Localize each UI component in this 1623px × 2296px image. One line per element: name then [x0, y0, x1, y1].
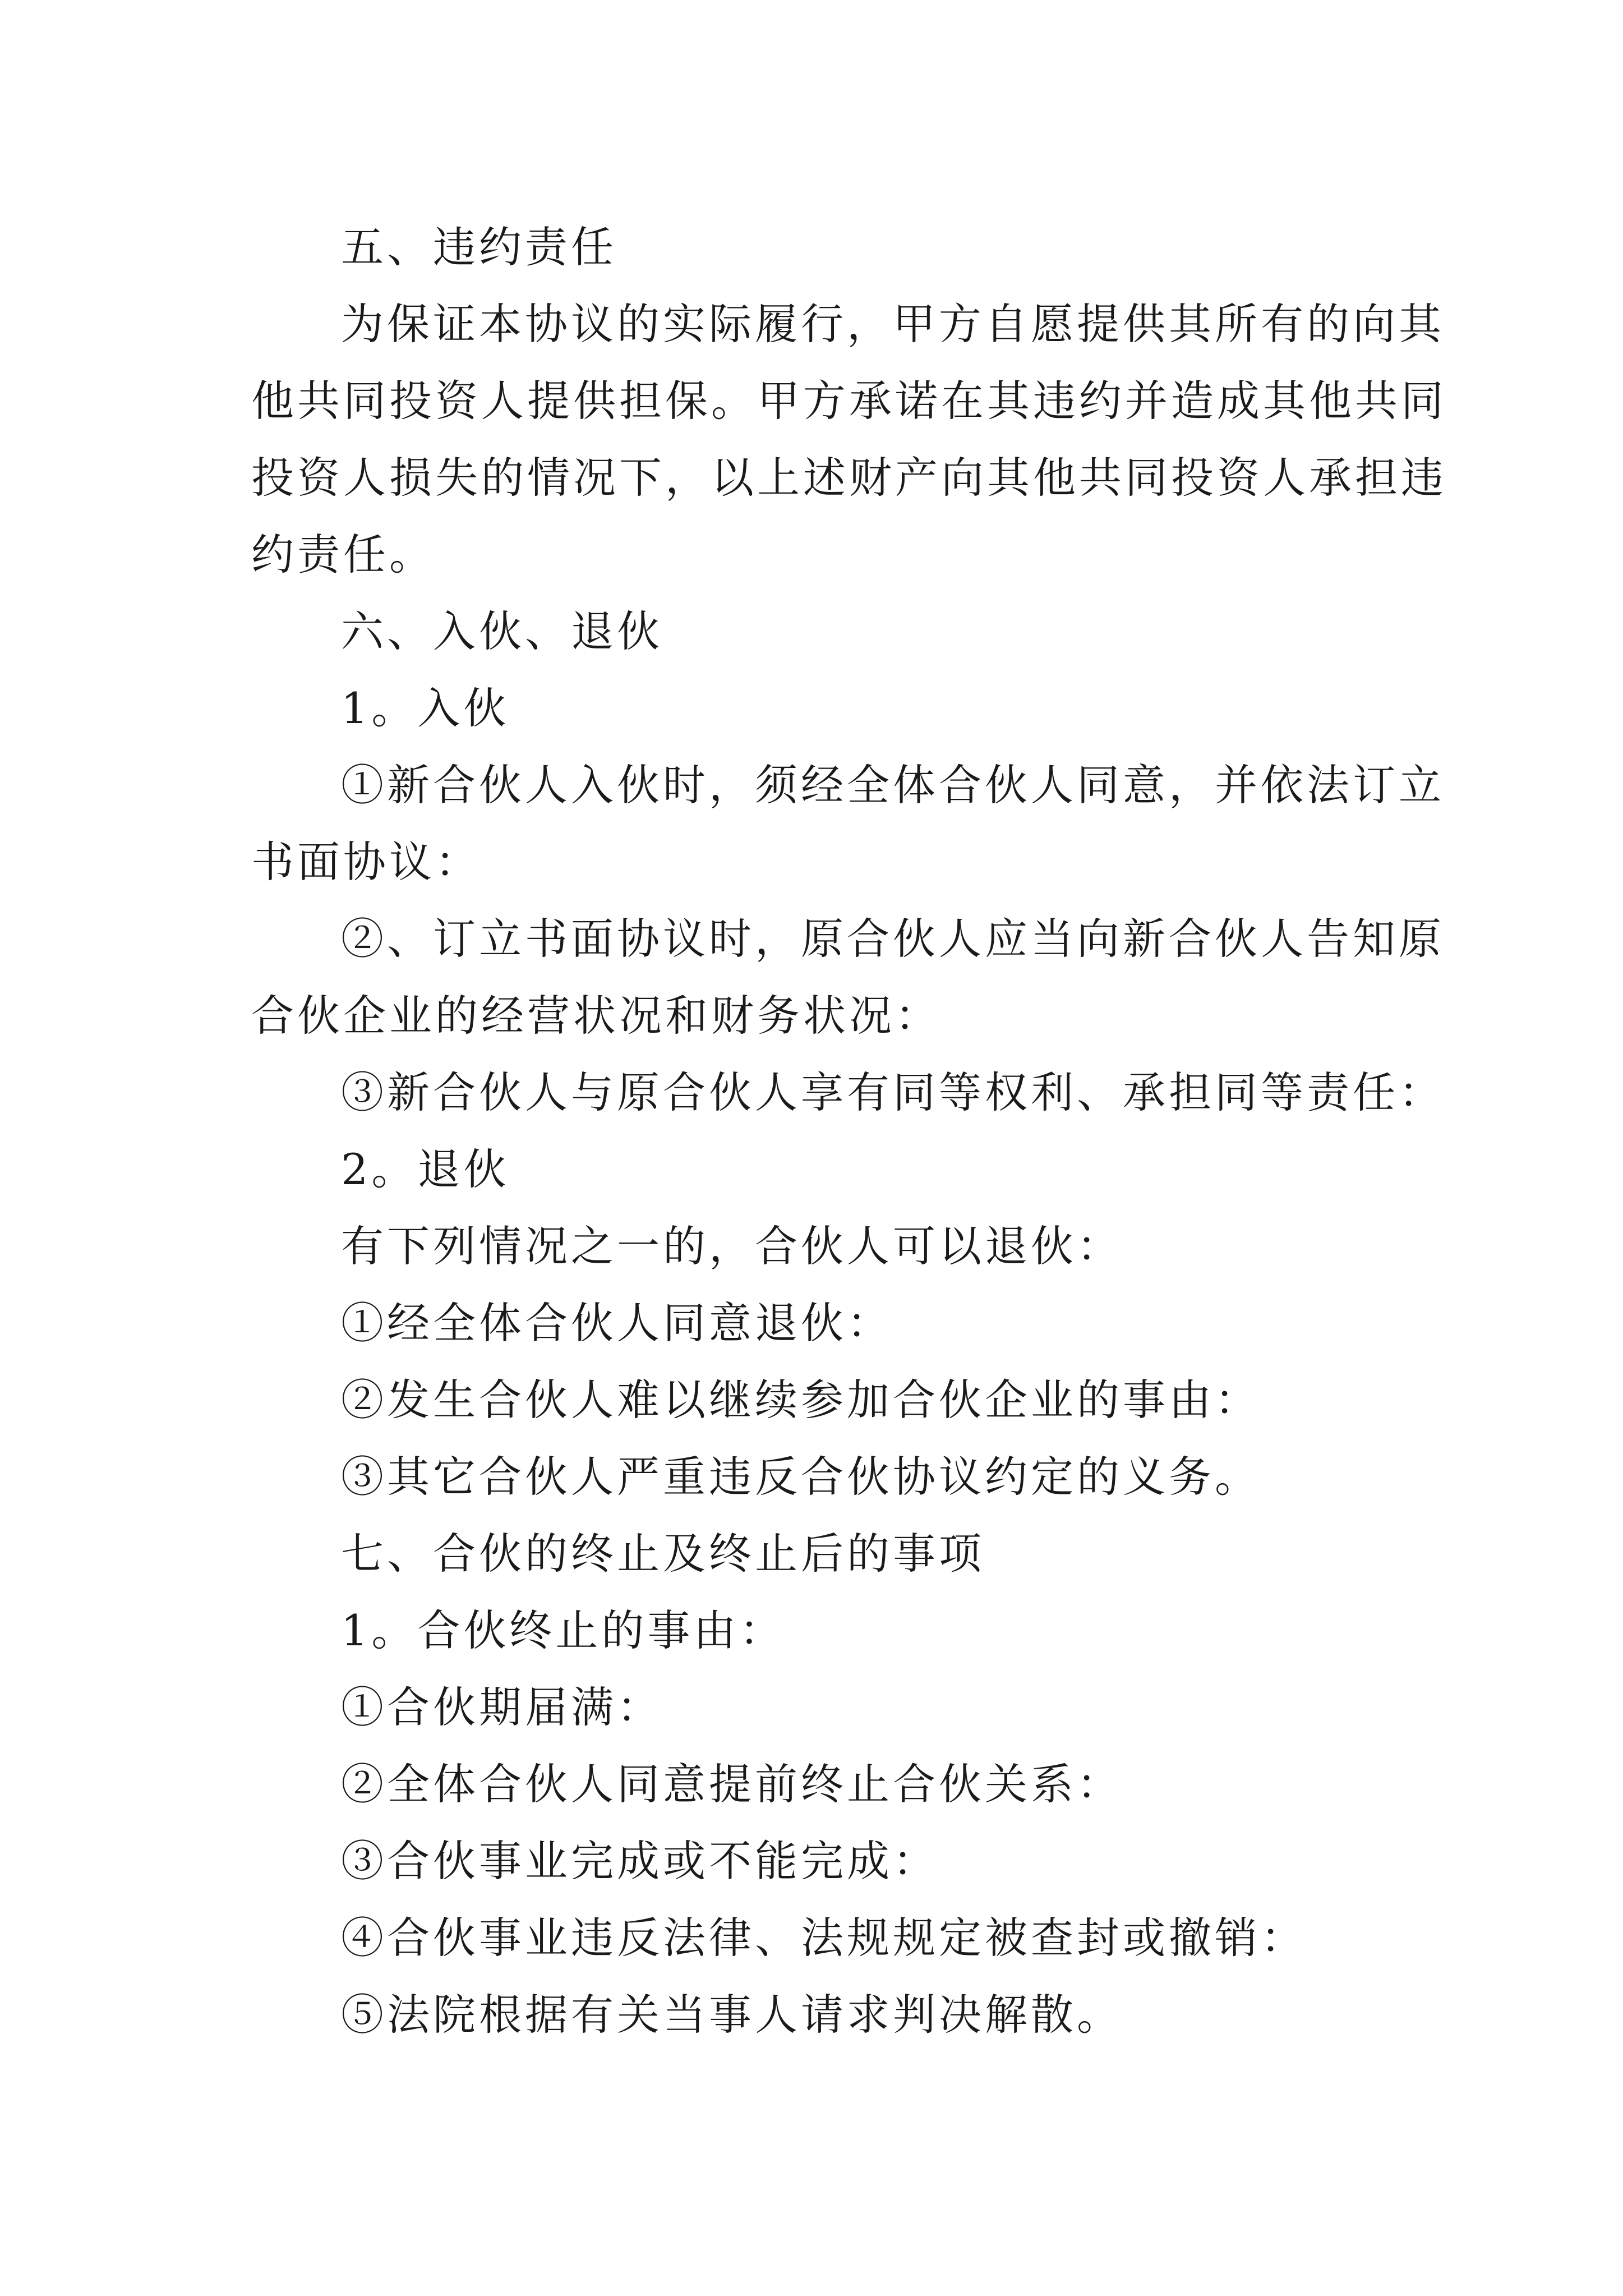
list-item: ③合伙事业完成或不能完成：	[341, 1836, 939, 1886]
subheading-withdraw: 2。退伙	[341, 1144, 510, 1194]
list-item: ②全体合伙人同意提前终止合伙关系：	[341, 1759, 1123, 1809]
list-item: ③新合伙人与原合伙人享有同等权利、承担同等责任：	[341, 1068, 1445, 1117]
list-item: ①合伙期届满：	[341, 1682, 663, 1732]
subheading-join: 1。入伙	[341, 683, 510, 733]
list-item-continuation: 合伙企业的经营状况和财务状况：	[251, 991, 941, 1041]
list-item: ②发生合伙人难以继续参加合伙企业的事由：	[341, 1375, 1261, 1425]
list-item: ②、订立书面协议时，原合伙人应当向新合伙人告知原	[341, 914, 1445, 964]
heading-breach-liability: 五、违约责任	[341, 222, 617, 272]
paragraph-line: 约责任。	[251, 530, 435, 579]
subheading-termination-causes: 1。合伙终止的事由：	[341, 1605, 786, 1655]
paragraph-line: 投资人损失的情况下，以上述财产向其他共同投资人承担违	[251, 453, 1447, 503]
list-item: ①经全体合伙人同意退伙：	[341, 1298, 893, 1348]
list-item: ④合伙事业违反法律、法规规定被查封或撤销：	[341, 1913, 1307, 1963]
heading-termination: 七、合伙的终止及终止后的事项	[341, 1529, 985, 1579]
list-item-continuation: 书面协议：	[251, 837, 481, 887]
paragraph-line: 他共同投资人提供担保。甲方承诺在其违约并造成其他共同	[251, 376, 1447, 426]
paragraph-line: 有下列情况之一的，合伙人可以退伙：	[341, 1221, 1123, 1271]
list-item: ⑤法院根据有关当事人请求判决解散。	[341, 1990, 1123, 2040]
heading-join-withdraw: 六、入伙、退伙	[341, 606, 663, 656]
list-item: ③其它合伙人严重违反合伙协议约定的义务。	[341, 1452, 1261, 1502]
list-item: ①新合伙人入伙时，须经全体合伙人同意，并依法订立	[341, 760, 1445, 810]
document-body	[251, 209, 1447, 2053]
paragraph-line: 为保证本协议的实际履行，甲方自愿提供其所有的向其	[341, 299, 1445, 349]
